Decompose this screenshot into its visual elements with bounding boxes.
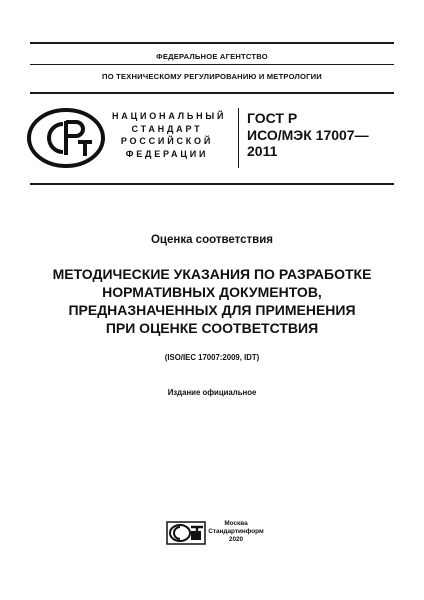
agency-line-1: ФЕДЕРАЛЬНОЕ АГЕНТСТВО — [156, 52, 268, 61]
national-line: ФЕДЕРАЦИИ — [125, 148, 209, 159]
document-subject: Оценка соответствия — [150, 234, 273, 246]
publisher-year: 2020 — [228, 536, 244, 544]
agency-line-2: ПО ТЕХНИЧЕСКОМУ РЕГУЛИРОВАНИЮ И МЕТРОЛОГИИ — [102, 72, 322, 81]
national-line: НАЦИОНАЛЬНЫЙ — [112, 111, 227, 121]
top-rule — [30, 42, 394, 44]
standard-designation — [247, 110, 397, 160]
designation-line: 2011 — [247, 143, 278, 159]
standartinform-logo-icon — [166, 521, 206, 545]
publisher-name: Стандартинформ — [208, 528, 264, 536]
edition-note: Издание официальное — [167, 388, 257, 397]
national-line: СТАНДАРТ — [131, 123, 203, 134]
publisher-block — [208, 520, 264, 545]
title-line: МЕТОДИЧЕСКИЕ УКАЗАНИЯ ПО РАЗРАБОТКЕ — [52, 266, 372, 282]
agency-divider — [30, 64, 394, 65]
national-line: РОССИЙСКОЙ — [120, 136, 214, 147]
designation-line: ИСО/МЭК 17007— — [247, 126, 369, 143]
title-line: ПРИ ОЦЕНКЕ СООТВЕТСТВИЯ — [105, 320, 319, 336]
title-line: ПРЕДНАЗНАЧЕННЫХ ДЛЯ ПРИМЕНЕНИЯ — [68, 302, 356, 318]
designation-line: ГОСТ Р — [247, 110, 298, 126]
document-title — [0, 265, 424, 337]
gost-r-logo-icon — [26, 107, 106, 169]
header-bottom-rule — [30, 92, 394, 94]
block-bottom-rule — [30, 183, 394, 185]
national-standard-label — [112, 110, 227, 160]
iso-reference: (ISO/IEC 17007:2009, IDT) — [164, 353, 260, 362]
publisher-city: Москва — [224, 520, 248, 527]
designation-divider — [238, 108, 239, 168]
title-line: НОРМАТИВНЫХ ДОКУМЕНТОВ, — [102, 284, 322, 300]
